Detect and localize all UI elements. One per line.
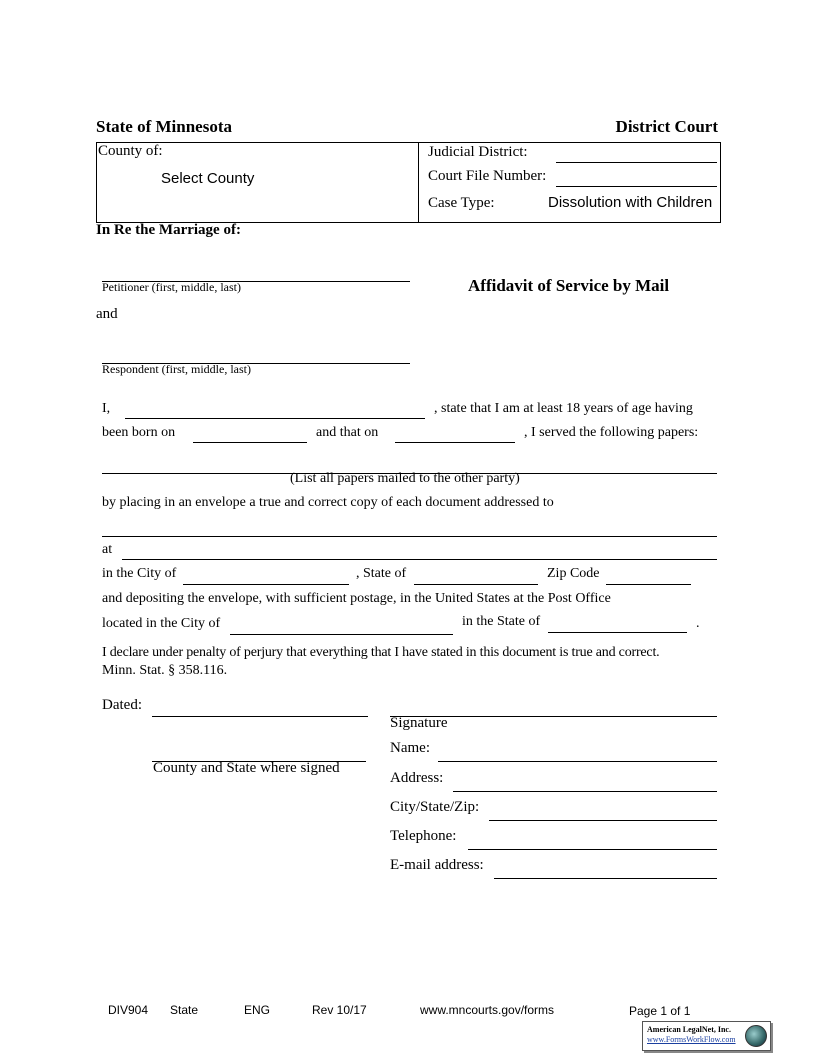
city-field[interactable] <box>183 584 349 585</box>
footer-revision: Rev 10/17 <box>312 1003 367 1017</box>
state-field[interactable] <box>414 584 538 585</box>
and-text: and <box>96 306 118 322</box>
name-label: Name: <box>390 740 430 756</box>
name-field[interactable] <box>438 761 717 762</box>
born-on-text: been born on <box>102 425 176 440</box>
dated-label: Dated: <box>102 697 142 713</box>
zip-code-text: Zip Code <box>547 566 600 581</box>
email-label: E-mail address: <box>390 857 484 873</box>
signature-label: Signature <box>390 715 448 731</box>
signer-address-field[interactable] <box>453 791 717 792</box>
case-type-label: Case Type: <box>428 195 495 211</box>
footer-page-number: Page 1 of 1 <box>629 1004 691 1018</box>
zip-code-field[interactable] <box>606 584 691 585</box>
statute-text: Minn. Stat. § 358.116. <box>102 663 228 678</box>
court-file-number-label: Court File Number: <box>428 168 547 184</box>
and-that-on-text: and that on <box>316 425 379 440</box>
in-re-heading: In Re the Marriage of: <box>96 222 241 238</box>
papers-list-label: (List all papers mailed to the other party) <box>290 471 520 486</box>
birth-date-field[interactable] <box>193 442 307 443</box>
footer-website[interactable]: www.mncourts.gov/forms <box>420 1003 555 1017</box>
respondent-label: Respondent (first, middle, last) <box>102 362 251 376</box>
addressee-field[interactable] <box>102 536 717 537</box>
county-label: County of: <box>98 143 163 159</box>
state-age-text: , state that I am at least 18 years of age having <box>434 401 693 416</box>
in-city-text: in the City of <box>102 566 177 581</box>
county-state-signed-label: County and State where signed <box>153 760 340 776</box>
telephone-field[interactable] <box>468 849 717 850</box>
served-text: , I served the following papers: <box>524 425 699 440</box>
globe-icon <box>745 1025 767 1047</box>
city-state-zip-field[interactable] <box>489 820 717 821</box>
judicial-district-field[interactable] <box>556 162 717 163</box>
caption-divider <box>418 142 419 222</box>
judicial-district-label: Judicial District: <box>428 144 528 160</box>
depositing-text: and depositing the envelope, with sufficient postage, in the United States at the Post Office <box>102 591 611 606</box>
i-text: I, <box>102 401 111 416</box>
dated-field[interactable] <box>152 716 368 717</box>
petitioner-label: Petitioner (first, middle, last) <box>102 280 241 294</box>
state-heading: State of Minnesota <box>96 117 232 136</box>
legalnet-logo[interactable] <box>642 1021 771 1051</box>
court-file-number-field[interactable] <box>556 186 717 187</box>
address-field[interactable] <box>122 559 717 560</box>
email-field[interactable] <box>494 878 717 879</box>
at-text: at <box>102 542 113 557</box>
post-office-state-field[interactable] <box>548 632 687 633</box>
county-select[interactable]: Select County <box>161 170 255 187</box>
located-city-text: located in the City of <box>102 616 221 631</box>
city-state-zip-label: City/State/Zip: <box>390 799 480 815</box>
affiant-name-field[interactable] <box>125 418 425 419</box>
in-state-of-text: in the State of <box>462 614 541 629</box>
address-label: Address: <box>390 770 444 786</box>
declaration-text: I declare under penalty of perjury that everything that I have stated in this document is true and correct. <box>102 645 660 660</box>
logo-website[interactable]: www.FormsWorkFlow.com <box>647 1035 736 1044</box>
placing-text: by placing in an envelope a true and correct copy of each document addressed to <box>102 495 554 510</box>
court-heading: District Court <box>615 117 718 136</box>
footer-state: State <box>170 1003 199 1017</box>
case-type-select[interactable]: Dissolution with Children <box>548 194 713 211</box>
footer-language: ENG <box>244 1003 271 1017</box>
logo-company-name: American LegalNet, Inc. <box>647 1025 731 1034</box>
document-title: Affidavit of Service by Mail <box>468 276 670 295</box>
footer-form-id: DIV904 <box>108 1003 149 1017</box>
post-office-city-field[interactable] <box>230 634 453 635</box>
telephone-label: Telephone: <box>390 828 457 844</box>
state-of-text: , State of <box>356 566 407 581</box>
period-text: . <box>696 616 700 631</box>
service-date-field[interactable] <box>395 442 515 443</box>
